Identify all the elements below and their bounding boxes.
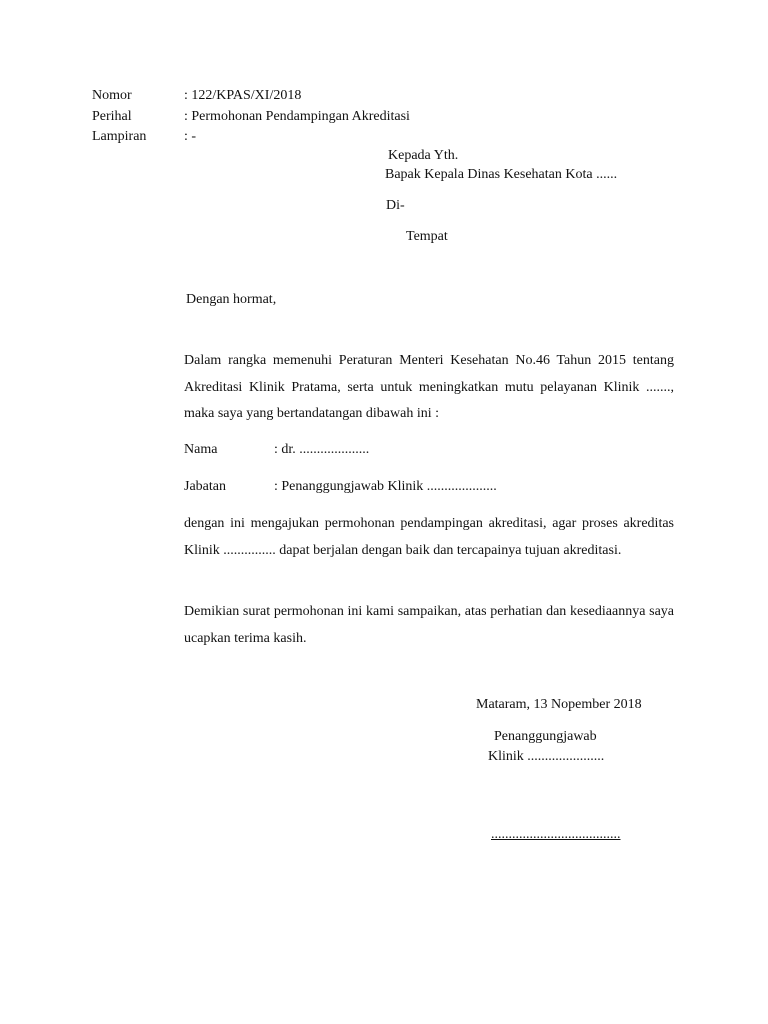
signer-title-line-2: Klinik ......................: [488, 749, 605, 764]
signer-title-line-1: Penanggungjawab: [494, 729, 597, 744]
perihal-label: Perihal: [92, 109, 132, 124]
lampiran-label: Lampiran: [92, 129, 147, 144]
recipient-line-2: Bapak Kepala Dinas Kesehatan Kota ......: [385, 167, 618, 182]
salutation: Dengan hormat,: [186, 292, 277, 307]
jabatan-value: : Penanggungjawab Klinik ....................: [274, 479, 497, 494]
recipient-line-1: Kepada Yth.: [388, 148, 459, 163]
perihal-value: : Permohonan Pendampingan Akreditasi: [184, 109, 410, 124]
jabatan-label: Jabatan: [184, 479, 226, 494]
intro-paragraph: Dalam rangka memenuhi Peraturan Menteri Kesehatan No.46 Tahun 2015 tentang Akreditasi Klinik Pratama, serta untuk meningkatkan mutu pelayanan Klinik ......., maka saya yang bertandatangan dibawah ini :: [184, 353, 674, 421]
signature-name-line: .....................................: [491, 827, 621, 842]
lampiran-value: : -: [184, 129, 197, 144]
nama-label: Nama: [184, 442, 218, 457]
closing-paragraph: Demikian surat permohonan ini kami sampaikan, atas perhatian dan kesediaannya saya ucapkan terima kasih.: [184, 604, 674, 646]
recipient-line-4: Tempat: [406, 229, 448, 244]
nomor-label: Nomor: [92, 88, 132, 103]
nama-value: : dr. ....................: [274, 442, 370, 457]
request-paragraph: dengan ini mengajukan permohonan pendampingan akreditasi, agar proses akreditas Klinik ............... dapat berjalan dengan baik dan tercapainya tujuan akreditasi.: [184, 516, 674, 558]
nomor-value: : 122/KPAS/XI/2018: [184, 88, 302, 103]
recipient-line-3: Di-: [386, 198, 405, 213]
place-date: Mataram, 13 Nopember 2018: [476, 697, 642, 712]
